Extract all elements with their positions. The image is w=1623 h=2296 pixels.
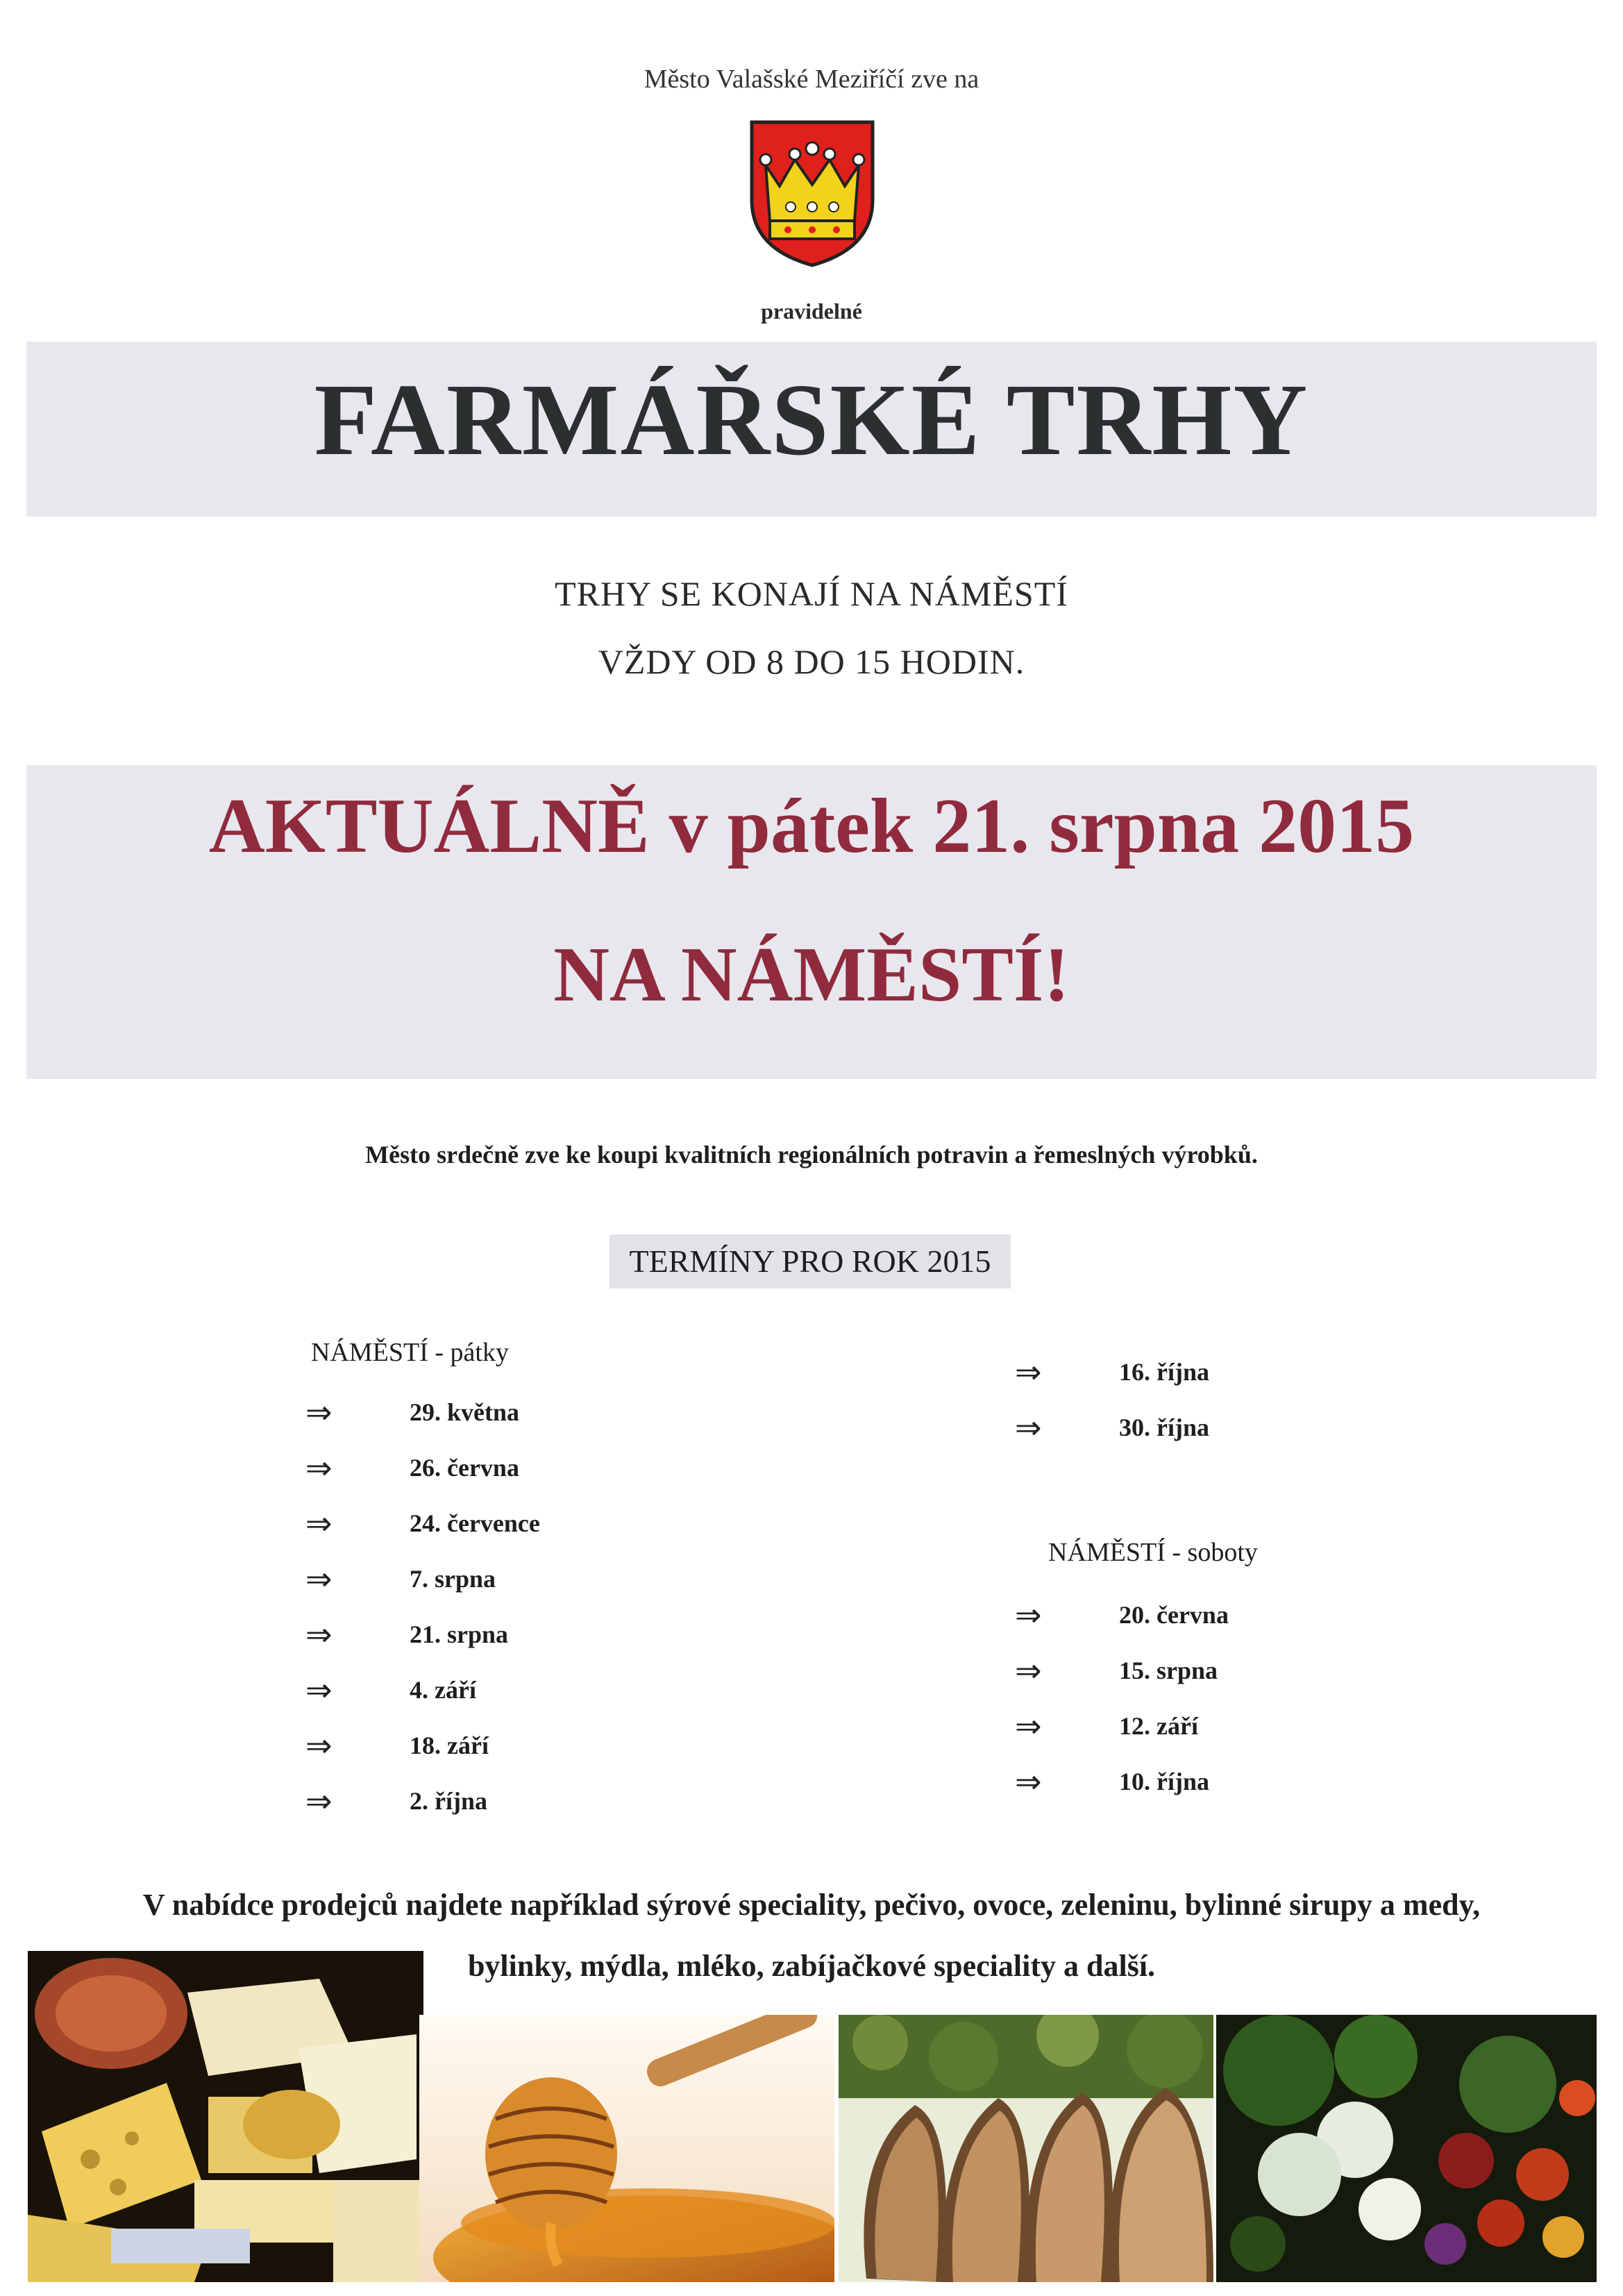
page-title: FARMÁŘSKÉ TRHY	[314, 363, 1309, 477]
date-label: 15. srpna	[1119, 1657, 1218, 1684]
schedule-heading: TERMÍNY PRO ROK 2015	[629, 1243, 991, 1279]
date-label: 29. května	[410, 1398, 520, 1426]
arrow-icon: ⇒	[1015, 1652, 1042, 1689]
date-label: 10. října	[1119, 1768, 1209, 1795]
saturdays-list	[1015, 1587, 1229, 1809]
highlight-date: AKTUÁLNĚ v pátek 21. srpna 2015	[208, 783, 1415, 869]
arrow-icon: ⇒	[305, 1616, 333, 1653]
list-item	[305, 1384, 540, 1440]
arrow-icon: ⇒	[305, 1782, 333, 1820]
info-hours: VŽDY OD 8 DO 15 HODIN.	[598, 642, 1025, 681]
regular-label: pravidelné	[761, 299, 862, 324]
list-item	[305, 1662, 540, 1718]
offer-text-line2: bylinky, mýdla, mléko, zabíjačkové speciality a další.	[467, 1949, 1156, 1983]
date-label: 4. září	[410, 1676, 476, 1704]
saturdays-heading: NÁMĚSTÍ - soboty	[1048, 1538, 1258, 1567]
invitation-text: Město srdečně zve ke koupi kvalitních regionálních potravin a řemeslných výrobků.	[365, 1141, 1258, 1168]
offer-text-line1: V nabídce prodejců najdete například sýrové speciality, pečivo, ovoce, zeleninu, bylinné sirupy a medy,	[142, 1888, 1481, 1922]
list-item	[1015, 1754, 1229, 1809]
list-item	[305, 1773, 540, 1829]
date-label: 21. srpna	[410, 1620, 509, 1648]
arrow-icon: ⇒	[305, 1560, 333, 1598]
honey-photo	[419, 2015, 834, 2282]
arrow-icon: ⇒	[305, 1727, 333, 1764]
fridays-list-continued	[1015, 1344, 1209, 1455]
date-label: 30. října	[1119, 1414, 1209, 1441]
arrow-icon: ⇒	[305, 1671, 333, 1709]
arrow-icon: ⇒	[1015, 1763, 1042, 1800]
arrow-icon: ⇒	[305, 1393, 333, 1431]
date-label: 20. června	[1119, 1601, 1229, 1629]
arrow-icon: ⇒	[1015, 1409, 1042, 1446]
arrow-icon: ⇒	[1015, 1707, 1042, 1745]
vegetables-photo	[1216, 2015, 1597, 2282]
date-label: 26. června	[410, 1454, 519, 1482]
list-item	[305, 1440, 540, 1495]
arrow-icon: ⇒	[305, 1449, 333, 1486]
date-label: 16. října	[1119, 1358, 1209, 1386]
info-place: TRHY SE KONAJÍ NA NÁMĚSTÍ	[555, 574, 1068, 613]
list-item	[305, 1495, 540, 1551]
cheese-photo	[28, 1951, 423, 2282]
fridays-list	[305, 1384, 540, 1829]
bread-photo	[839, 2015, 1213, 2282]
arrow-icon: ⇒	[305, 1505, 333, 1542]
arrow-icon: ⇒	[1015, 1353, 1042, 1391]
list-item	[305, 1551, 540, 1607]
list-item	[1015, 1587, 1229, 1643]
invitation-header: Město Valašské Meziříčí zve na	[644, 65, 979, 94]
list-item	[1015, 1400, 1209, 1455]
coat-of-arms-crown-icon	[746, 117, 878, 269]
list-item	[1015, 1643, 1229, 1698]
date-label: 24. července	[410, 1509, 540, 1537]
date-label: 12. září	[1119, 1712, 1198, 1740]
date-label: 7. srpna	[410, 1565, 496, 1593]
highlight-place: NA NÁMĚSTÍ!	[553, 932, 1070, 1018]
list-item	[1015, 1344, 1209, 1400]
list-item	[1015, 1698, 1229, 1754]
fridays-heading: NÁMĚSTÍ - pátky	[311, 1338, 509, 1367]
list-item	[305, 1718, 540, 1773]
list-item	[305, 1607, 540, 1662]
date-label: 2. října	[410, 1787, 487, 1815]
date-label: 18. září	[410, 1732, 489, 1759]
arrow-icon: ⇒	[1015, 1596, 1042, 1634]
